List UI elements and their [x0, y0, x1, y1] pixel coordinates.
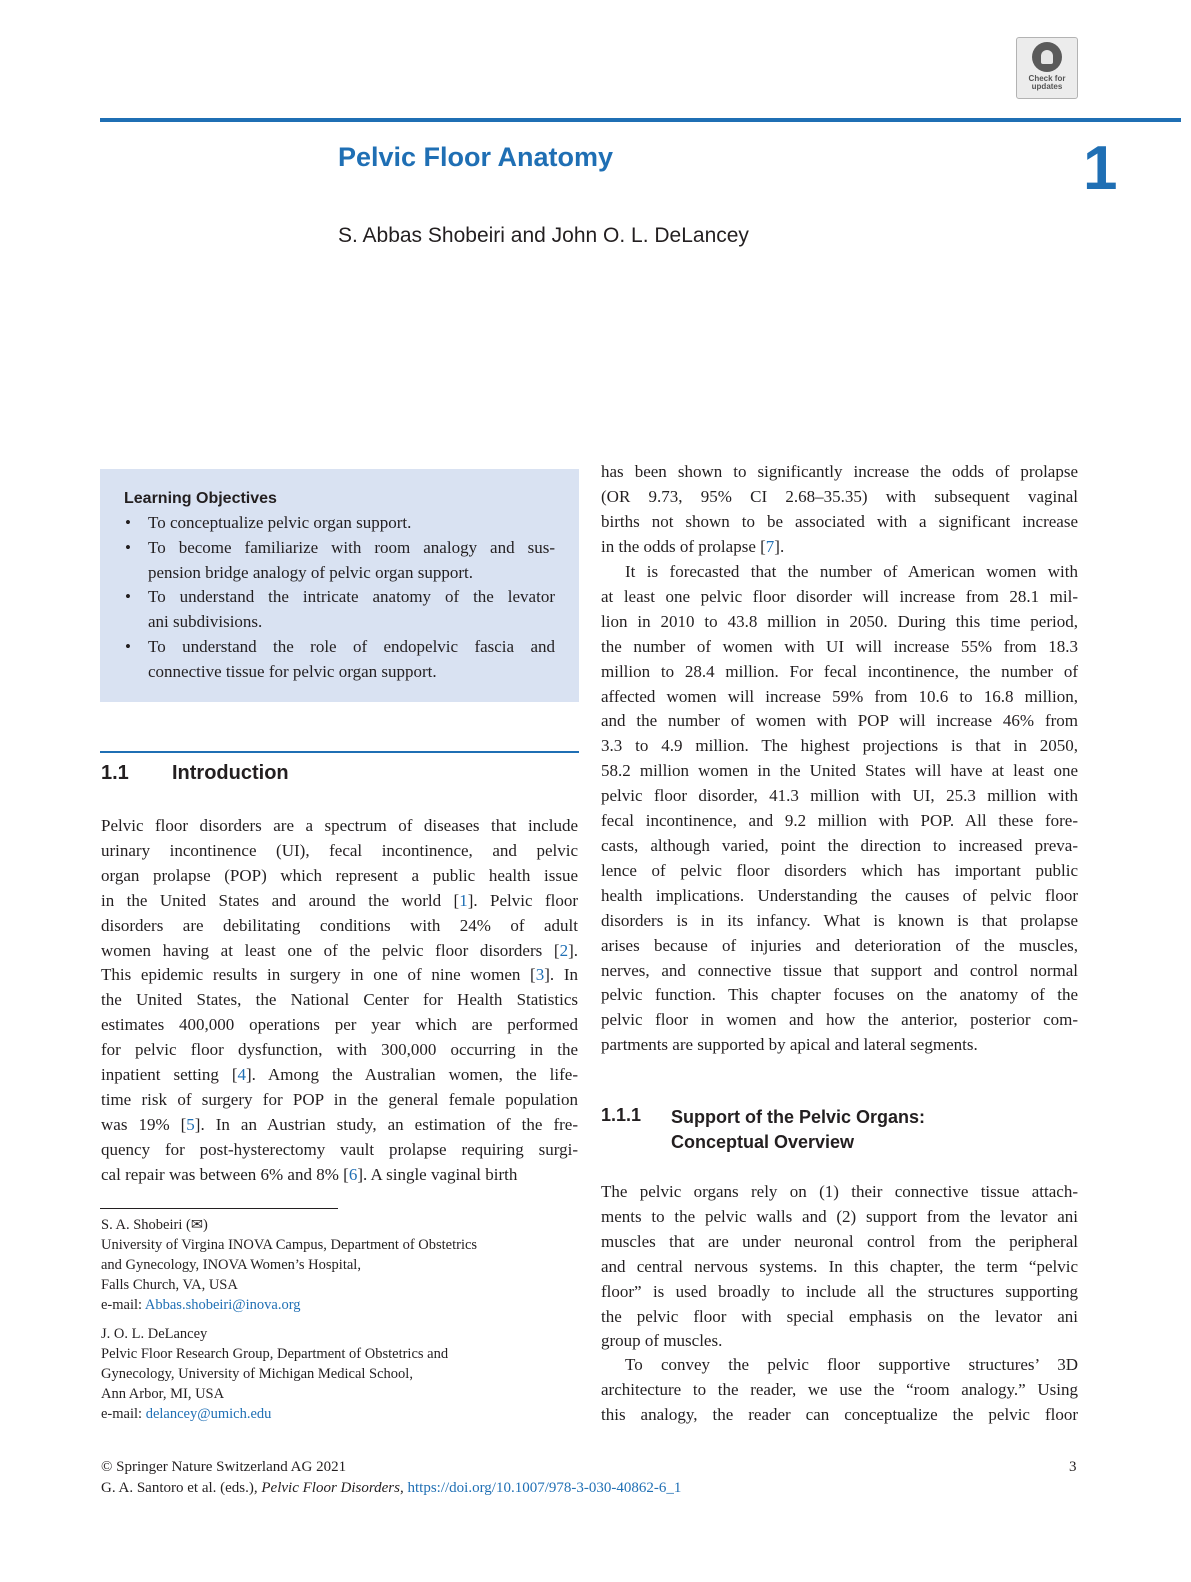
text-line: and central nervous systems. In this chapter, the term “pelvic: [601, 1256, 1078, 1276]
text-line: lion in 2010 to 43.8 million in 2050. During this time period,: [601, 611, 1078, 631]
room-analogy-paragraph: [601, 1353, 1078, 1428]
book-title: Pelvic Floor Disorders: [261, 1480, 400, 1496]
text-line: pelvic floor in women and how the anterior, posterior com-: [601, 1010, 1078, 1030]
text-line: million to 28.4 million. For fecal incontinence, the number of: [601, 661, 1078, 681]
text-fragment: ]. In an Austrian study, an estimation of the fre-: [194, 1114, 578, 1134]
section-rule: [100, 751, 579, 753]
badge-label-2: updates: [1031, 82, 1063, 91]
text-fragment: This epidemic results in surgery in one of nine women [: [101, 965, 536, 985]
email-line: [101, 1404, 448, 1424]
learning-objectives-list: [124, 511, 555, 685]
reference-link[interactable]: 3: [535, 965, 545, 985]
text-line: 58.2 million women in the United States will have at least one: [601, 761, 1078, 781]
reference-link[interactable]: 6: [348, 1164, 358, 1184]
text-fragment: ]. Among the Australian women, the life-: [245, 1065, 578, 1085]
subsection-title-line-1: Support of the Pelvic Organs:: [671, 1107, 926, 1127]
text-line: nerves, and connective tissue that support and control normal: [601, 960, 1078, 980]
section-number: 1.1: [101, 762, 129, 784]
text-line: and the number of women with POP will increase 46% from: [601, 711, 1078, 731]
chapter-authors: S. Abbas Shobeiri and John O. L. DeLancey: [338, 224, 749, 247]
author-name: J. O. L. DeLancey: [101, 1326, 208, 1342]
text-line: muscles that are under neuronal control from the peripheral: [601, 1231, 1078, 1251]
text-line: disorders are debilitating conditions with 24% of adult: [101, 915, 578, 935]
text-line: fecal incontinence, and 9.2 million with POP. All these fore-: [601, 811, 1078, 831]
text-line: It is forecasted that the number of American women with: [625, 562, 1078, 581]
learning-objective-text: To become familiarize with room analogy and sus-: [148, 537, 555, 557]
email-link[interactable]: delancey@umich.edu: [145, 1406, 272, 1422]
crossmark-icon: [1032, 42, 1062, 72]
learning-objectives-heading: Learning Objectives: [124, 490, 277, 507]
affiliation-line: University of Virgina INOVA Campus, Department of Obstetrics: [101, 1237, 478, 1253]
text-line: partments are supported by apical and lateral segments.: [601, 1035, 978, 1055]
text-line: organ prolapse (POP) which represent a public health issue: [101, 865, 578, 885]
text-line: for pelvic floor dysfunction, with 300,000 occurring in the: [101, 1040, 578, 1060]
text-line: arises because of injuries and deterioration of the muscles,: [601, 935, 1078, 955]
text-line: this analogy, the reader can conceptualize the pelvic floor: [601, 1404, 1078, 1424]
copyright-notice: © Springer Nature Switzerland AG 2021: [101, 1459, 347, 1475]
text-line: [101, 1063, 578, 1088]
text-fragment: ].: [568, 940, 578, 960]
text-fragment: ]. Pelvic floor: [467, 890, 579, 910]
text-fragment: inpatient setting [: [101, 1065, 238, 1085]
chapter-title: Pelvic Floor Anatomy: [338, 142, 614, 172]
intro-paragraph: [101, 814, 578, 1188]
text-line: The pelvic organs rely on (1) their connective tissue attach-: [601, 1182, 1078, 1201]
text-line: health implications. Understanding the causes of pelvic floor: [601, 885, 1078, 905]
text-line: [101, 939, 578, 964]
section-title: Introduction: [172, 762, 289, 784]
learning-objective-item: [124, 511, 555, 536]
citation-prefix: G. A. Santoro et al. (eds.),: [101, 1480, 262, 1496]
email-label: e-mail:: [101, 1297, 145, 1313]
text-fragment: in the odds of prolapse [: [601, 536, 766, 556]
text-line: time risk of surgery for POP in the general female population: [101, 1089, 578, 1109]
text-line: 3.3 to 4.9 million. The highest projections is that in 2050,: [601, 736, 1078, 756]
learning-objective-text: To conceptualize pelvic organ support.: [148, 513, 412, 532]
check-for-updates-badge[interactable]: [1016, 37, 1078, 99]
learning-objective-text: To understand the role of endopelvic fascia and: [148, 636, 555, 656]
doi-link[interactable]: https://doi.org/10.1007/978-3-030-40862-6_1: [407, 1480, 682, 1496]
text-line: Pelvic floor disorders are a spectrum of diseases that include: [101, 816, 578, 835]
bullet: •: [125, 537, 131, 557]
intro-paragraph-continued: [601, 460, 1078, 560]
subsection-number: 1.1.1: [601, 1105, 642, 1125]
author-affiliation-2: [101, 1324, 448, 1424]
learning-objective-item: [124, 635, 555, 685]
learning-objective-text: ani subdivisions.: [148, 612, 263, 632]
affiliation-line: Ann Arbor, MI, USA: [101, 1386, 225, 1402]
text-line: estimates 400,000 operations per year which are performed: [101, 1015, 578, 1035]
text-line: pelvic floor disorder, 41.3 million with UI, 25.3 million with: [601, 786, 1078, 806]
affiliation-line: Gynecology, University of Michigan Medical School,: [101, 1366, 413, 1382]
reference-link[interactable]: 5: [186, 1114, 195, 1134]
text-line: group of muscles.: [601, 1331, 723, 1351]
text-fragment: was 19% [: [101, 1114, 187, 1134]
text-line: casts, although varied, point the direction to increased preva-: [601, 835, 1078, 855]
subsection-title: [671, 1105, 1071, 1155]
text-fragment: ]. A single vaginal birth: [357, 1164, 518, 1184]
bullet: •: [125, 513, 131, 532]
text-line: (OR 9.73, 95% CI 2.68–35.35) with subsequent vaginal: [601, 486, 1078, 506]
text-line: floor” is used broadly to include all the structures supporting: [601, 1281, 1078, 1301]
learning-objective-text: To understand the intricate anatomy of the levator: [148, 587, 555, 607]
text-line: the United States, the National Center for Health Statistics: [101, 990, 578, 1010]
author-affiliation-1: [101, 1215, 477, 1315]
text-line: ments to the pelvic walls and (2) support from the levator ani: [601, 1206, 1078, 1226]
text-line: [101, 963, 578, 988]
text-line: [101, 1163, 578, 1188]
text-line: the pelvic floor with special emphasis on the levator ani: [601, 1306, 1078, 1326]
learning-objective-text: pension bridge analogy of pelvic organ support.: [148, 562, 473, 582]
reference-link[interactable]: 4: [237, 1065, 246, 1085]
reference-link[interactable]: 2: [559, 940, 569, 960]
learning-objective-text: connective tissue for pelvic organ support.: [148, 661, 437, 681]
text-fragment: ].: [774, 536, 785, 556]
text-line: pelvic function. This chapter focuses on the anatomy of the: [601, 985, 1078, 1005]
citation-line: [101, 1480, 681, 1497]
bullet: •: [125, 587, 131, 607]
footnote-rule: [100, 1208, 338, 1209]
email-label: e-mail:: [101, 1406, 146, 1422]
text-line: quency for post-hysterectomy vault prolapse requiring surgi-: [101, 1139, 578, 1159]
text-line: the number of women with UI will increase 55% from 18.3: [601, 636, 1078, 656]
text-line: urinary incontinence (UI), fecal incontinence, and pelvic: [101, 840, 578, 860]
subsection-title-line-2: Conceptual Overview: [671, 1132, 855, 1152]
text-line: disorders is in its infancy. What is known is that prolapse: [601, 910, 1078, 930]
text-line: lence of pelvic floor disorders which has important public: [601, 860, 1078, 880]
reference-link[interactable]: 7: [765, 536, 775, 556]
forecast-paragraph: [601, 560, 1078, 1058]
text-fragment: cal repair was between 6% and 8% [: [101, 1164, 349, 1184]
text-fragment: ]. In: [544, 965, 579, 985]
reference-link[interactable]: 1: [459, 890, 468, 910]
chapter-number: 1: [1083, 134, 1118, 203]
badge-label-1: Check for: [1028, 74, 1066, 83]
learning-objective-item: [124, 585, 555, 635]
affiliation-line: Pelvic Floor Research Group, Department of Obstetrics and: [101, 1346, 449, 1362]
affiliation-line: and Gynecology, INOVA Women’s Hospital,: [101, 1257, 361, 1273]
text-line: [101, 1113, 578, 1138]
citation-separator: ,: [399, 1480, 408, 1496]
text-line: at least one pelvic floor disorder will increase from 28.1 mil-: [601, 586, 1078, 606]
text-line: births not shown to be associated with a significant increase: [601, 511, 1078, 531]
email-link[interactable]: Abbas.shobeiri@inova.org: [144, 1297, 301, 1313]
support-paragraph: [601, 1180, 1078, 1354]
author-name: S. A. Shobeiri (✉): [101, 1217, 208, 1233]
text-line: affected women will increase 59% from 10.6 to 16.8 million,: [601, 686, 1078, 706]
text-fragment: women having at least one of the pelvic floor disorders [: [101, 940, 560, 960]
chapter-top-rule: [100, 118, 1181, 122]
text-fragment: in the United States and around the world [: [101, 890, 460, 910]
affiliation-line: Falls Church, VA, USA: [101, 1277, 238, 1293]
email-line: [101, 1295, 477, 1315]
text-line: [101, 889, 578, 914]
page-number: 3: [1069, 1459, 1077, 1475]
text-line: architecture to the reader, we use the “room analogy.” Using: [601, 1379, 1078, 1399]
text-line: To convey the pelvic floor supportive structures’ 3D: [625, 1355, 1078, 1374]
text-line: [601, 535, 1078, 560]
text-line: has been shown to significantly increase the odds of prolapse: [601, 462, 1078, 481]
learning-objective-item: [124, 536, 555, 586]
learning-objectives-box: [100, 469, 579, 702]
bullet: •: [125, 636, 131, 656]
